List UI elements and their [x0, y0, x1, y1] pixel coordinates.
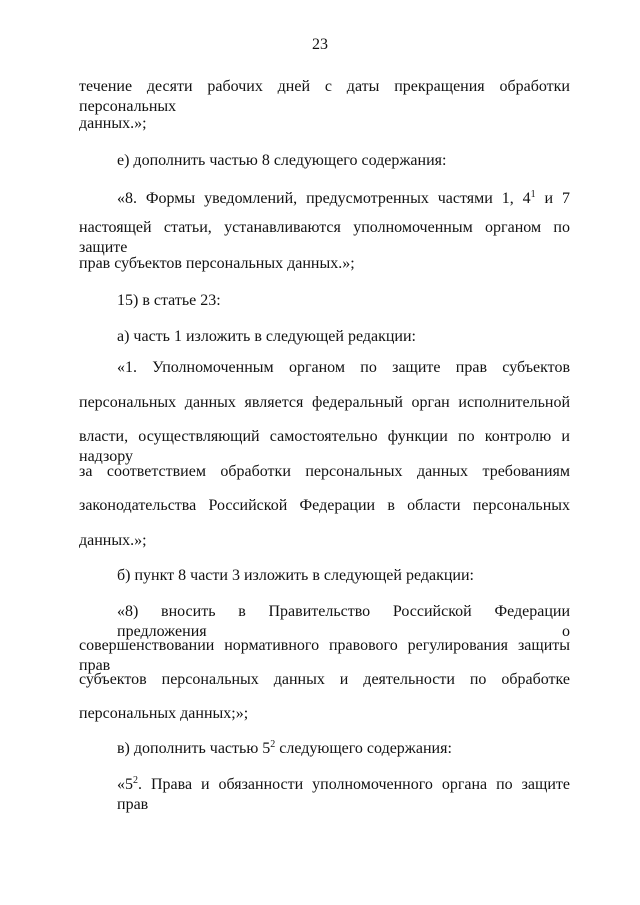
- text-line: а) часть 1 изложить в следующей редакции:: [117, 328, 416, 345]
- page-number: 23: [312, 36, 328, 53]
- text-line: совершенствовании нормативного правового регулирования защиты прав: [79, 637, 570, 674]
- text-line: законодательства Российской Федерации в области персональных: [79, 497, 570, 514]
- text-line: субъектов персональных данных и деятельности по обработке: [79, 671, 570, 688]
- text-line: 15) в статье 23:: [117, 292, 221, 309]
- text-line: течение десяти рабочих дней с даты прекращения обработки персональных: [79, 78, 570, 115]
- text-line: прав субъектов персональных данных.»;: [79, 255, 355, 272]
- text-line: настоящей статьи, устанавливаются уполномоченным органом по защите: [79, 219, 570, 256]
- superscript: 2: [133, 775, 138, 786]
- text-line: «1. Уполномоченным органом по защите прав субъектов: [117, 359, 570, 376]
- text-line: «8) вносить в Правительство Российской Федерации предложения о: [117, 603, 570, 640]
- text-line: персональных данных;»;: [79, 705, 249, 722]
- text-line: в) дополнить частью $5^2$ следующего содержания:: [117, 739, 452, 757]
- text-line: данных.»;: [79, 532, 147, 549]
- text-line: за соответствием обработки персональных данных требованиям: [79, 463, 570, 480]
- text-line: персональных данных является федеральный орган исполнительной: [79, 394, 570, 411]
- text-line: данных.»;: [79, 115, 147, 132]
- superscript: 2: [270, 739, 276, 750]
- superscript: 1: [530, 189, 536, 200]
- text-line: власти, осуществляющий самостоятельно функции по контролю и надзору: [79, 428, 570, 465]
- text-line: «8. Формы уведомлений, предусмотренных частями 1, $4^1$ и 7: [117, 189, 570, 207]
- text-line: б) пункт 8 части 3 изложить в следующей редакции:: [117, 567, 474, 584]
- text-line: «$5^2$. Права и обязанности уполномоченного органа по защите прав: [117, 775, 570, 813]
- text-line: е) дополнить частью 8 следующего содержания:: [117, 152, 447, 169]
